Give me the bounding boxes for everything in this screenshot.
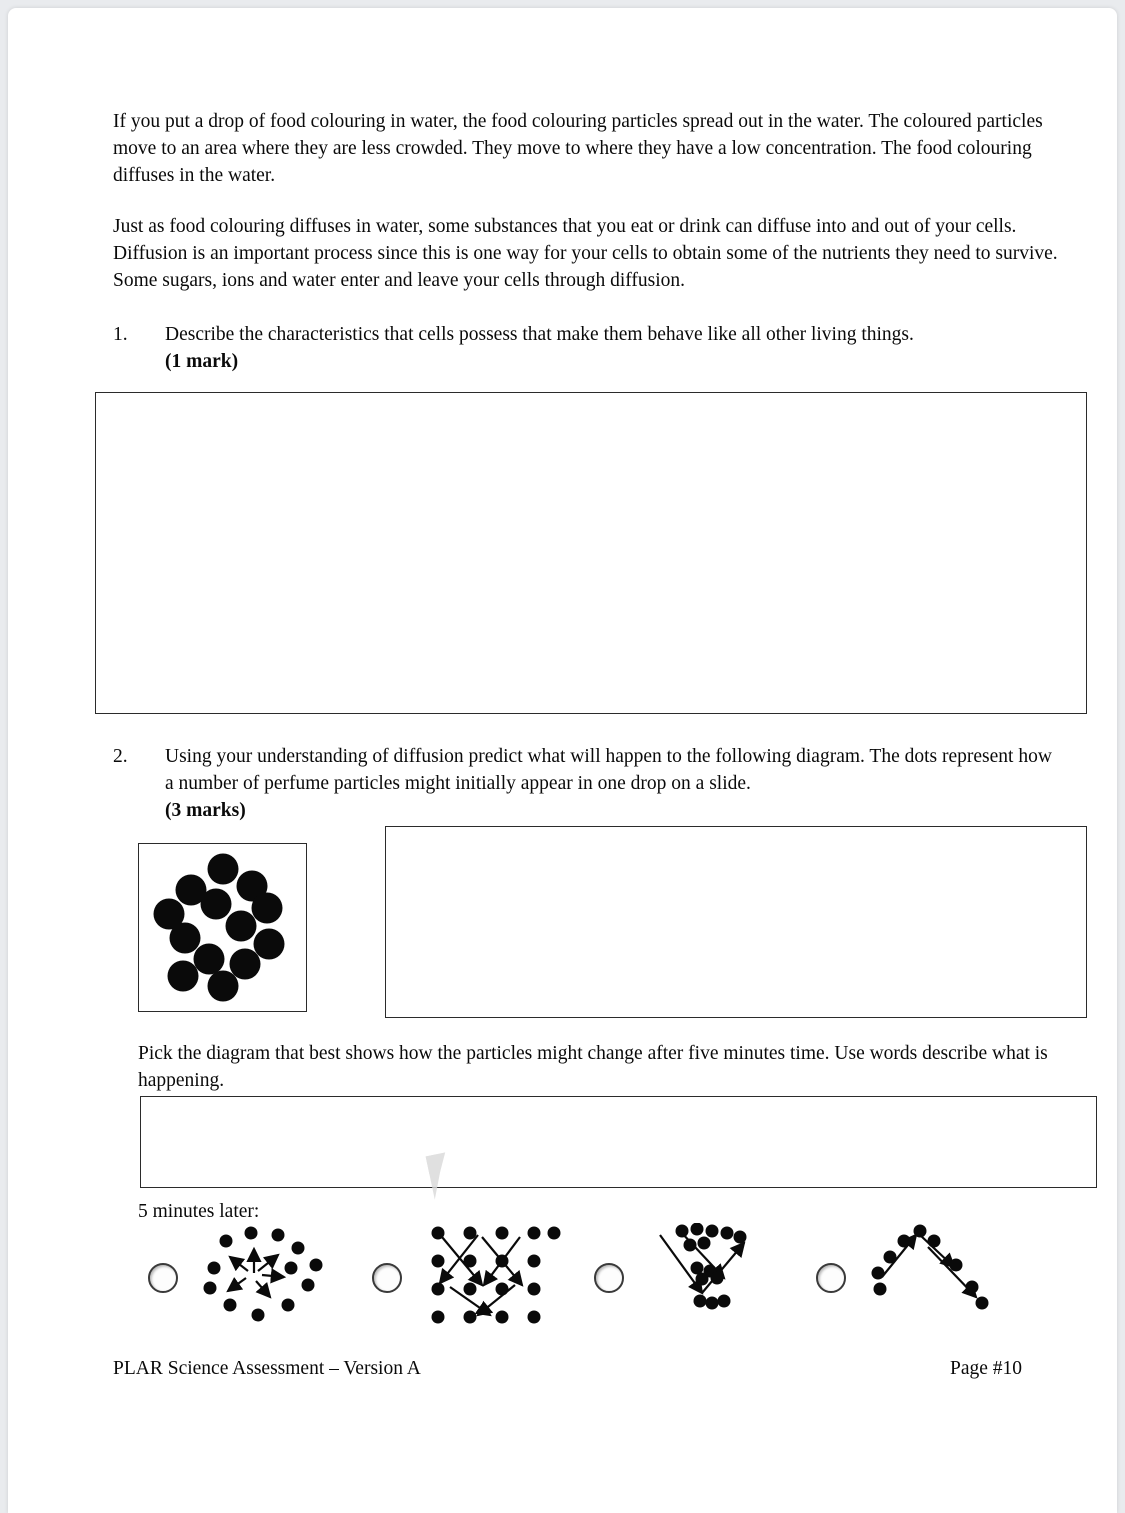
- pick-answer-box[interactable]: [140, 1096, 1097, 1188]
- footer-title: PLAR Science Assessment – Version A: [113, 1358, 421, 1379]
- question-1-body: [165, 321, 1053, 375]
- q2-answer-box[interactable]: [385, 826, 1087, 1018]
- option-1-radio[interactable]: [148, 1263, 178, 1293]
- document-page: [8, 8, 1117, 1513]
- question-1: [113, 321, 1053, 375]
- question-2: [113, 743, 1063, 824]
- option-4-diagram: [864, 1223, 1014, 1328]
- pick-instruction: Pick the diagram that best shows how the particles might change after five minutes time. Use words describe what is happening.: [138, 1043, 1048, 1091]
- option-4-radio[interactable]: [816, 1263, 846, 1293]
- question-1-text: Describe the characteristics that cells possess that make them behave like all other living things.: [165, 324, 914, 345]
- initial-particles-diagram: [139, 844, 302, 1007]
- question-2-marks: (3 marks): [165, 800, 246, 821]
- question-2-number: 2.: [113, 746, 128, 767]
- option-2-diagram: [420, 1223, 570, 1328]
- question-1-number: 1.: [113, 324, 128, 345]
- intro-paragraph-1: If you put a drop of food colouring in water, the food colouring particles spread out in the water. The coloured particles move to an area where they are less crowded. They move to where they have a low concentration. The food colouring diffuses in the water.: [113, 111, 1043, 186]
- q1-answer-box[interactable]: [95, 392, 1087, 714]
- intro-paragraph-2: Just as food colouring diffuses in water, some substances that you eat or drink can diffuse into and out of your cells. Diffusion is an important process since this is one way for your cells to obtain some of the nutrients they need to survive. Some sugars, ions and water enter and leave your cells through diffusion.: [113, 216, 1058, 291]
- option-2-radio[interactable]: [372, 1263, 402, 1293]
- question-2-text: Using your understanding of diffusion predict what will happen to the following diagram. The dots represent how a number of perfume particles might initially appear in one drop on a slide.: [165, 746, 1052, 794]
- option-1-diagram: [196, 1223, 346, 1328]
- question-2-body: [165, 743, 1063, 824]
- option-3-radio[interactable]: [594, 1263, 624, 1293]
- initial-particles-box: [138, 843, 307, 1012]
- five-minutes-later-label: 5 minutes later:: [138, 1201, 260, 1222]
- option-3-diagram: [642, 1223, 792, 1328]
- question-1-marks: (1 mark): [165, 351, 239, 372]
- footer-page-number: Page #10: [949, 1358, 1022, 1379]
